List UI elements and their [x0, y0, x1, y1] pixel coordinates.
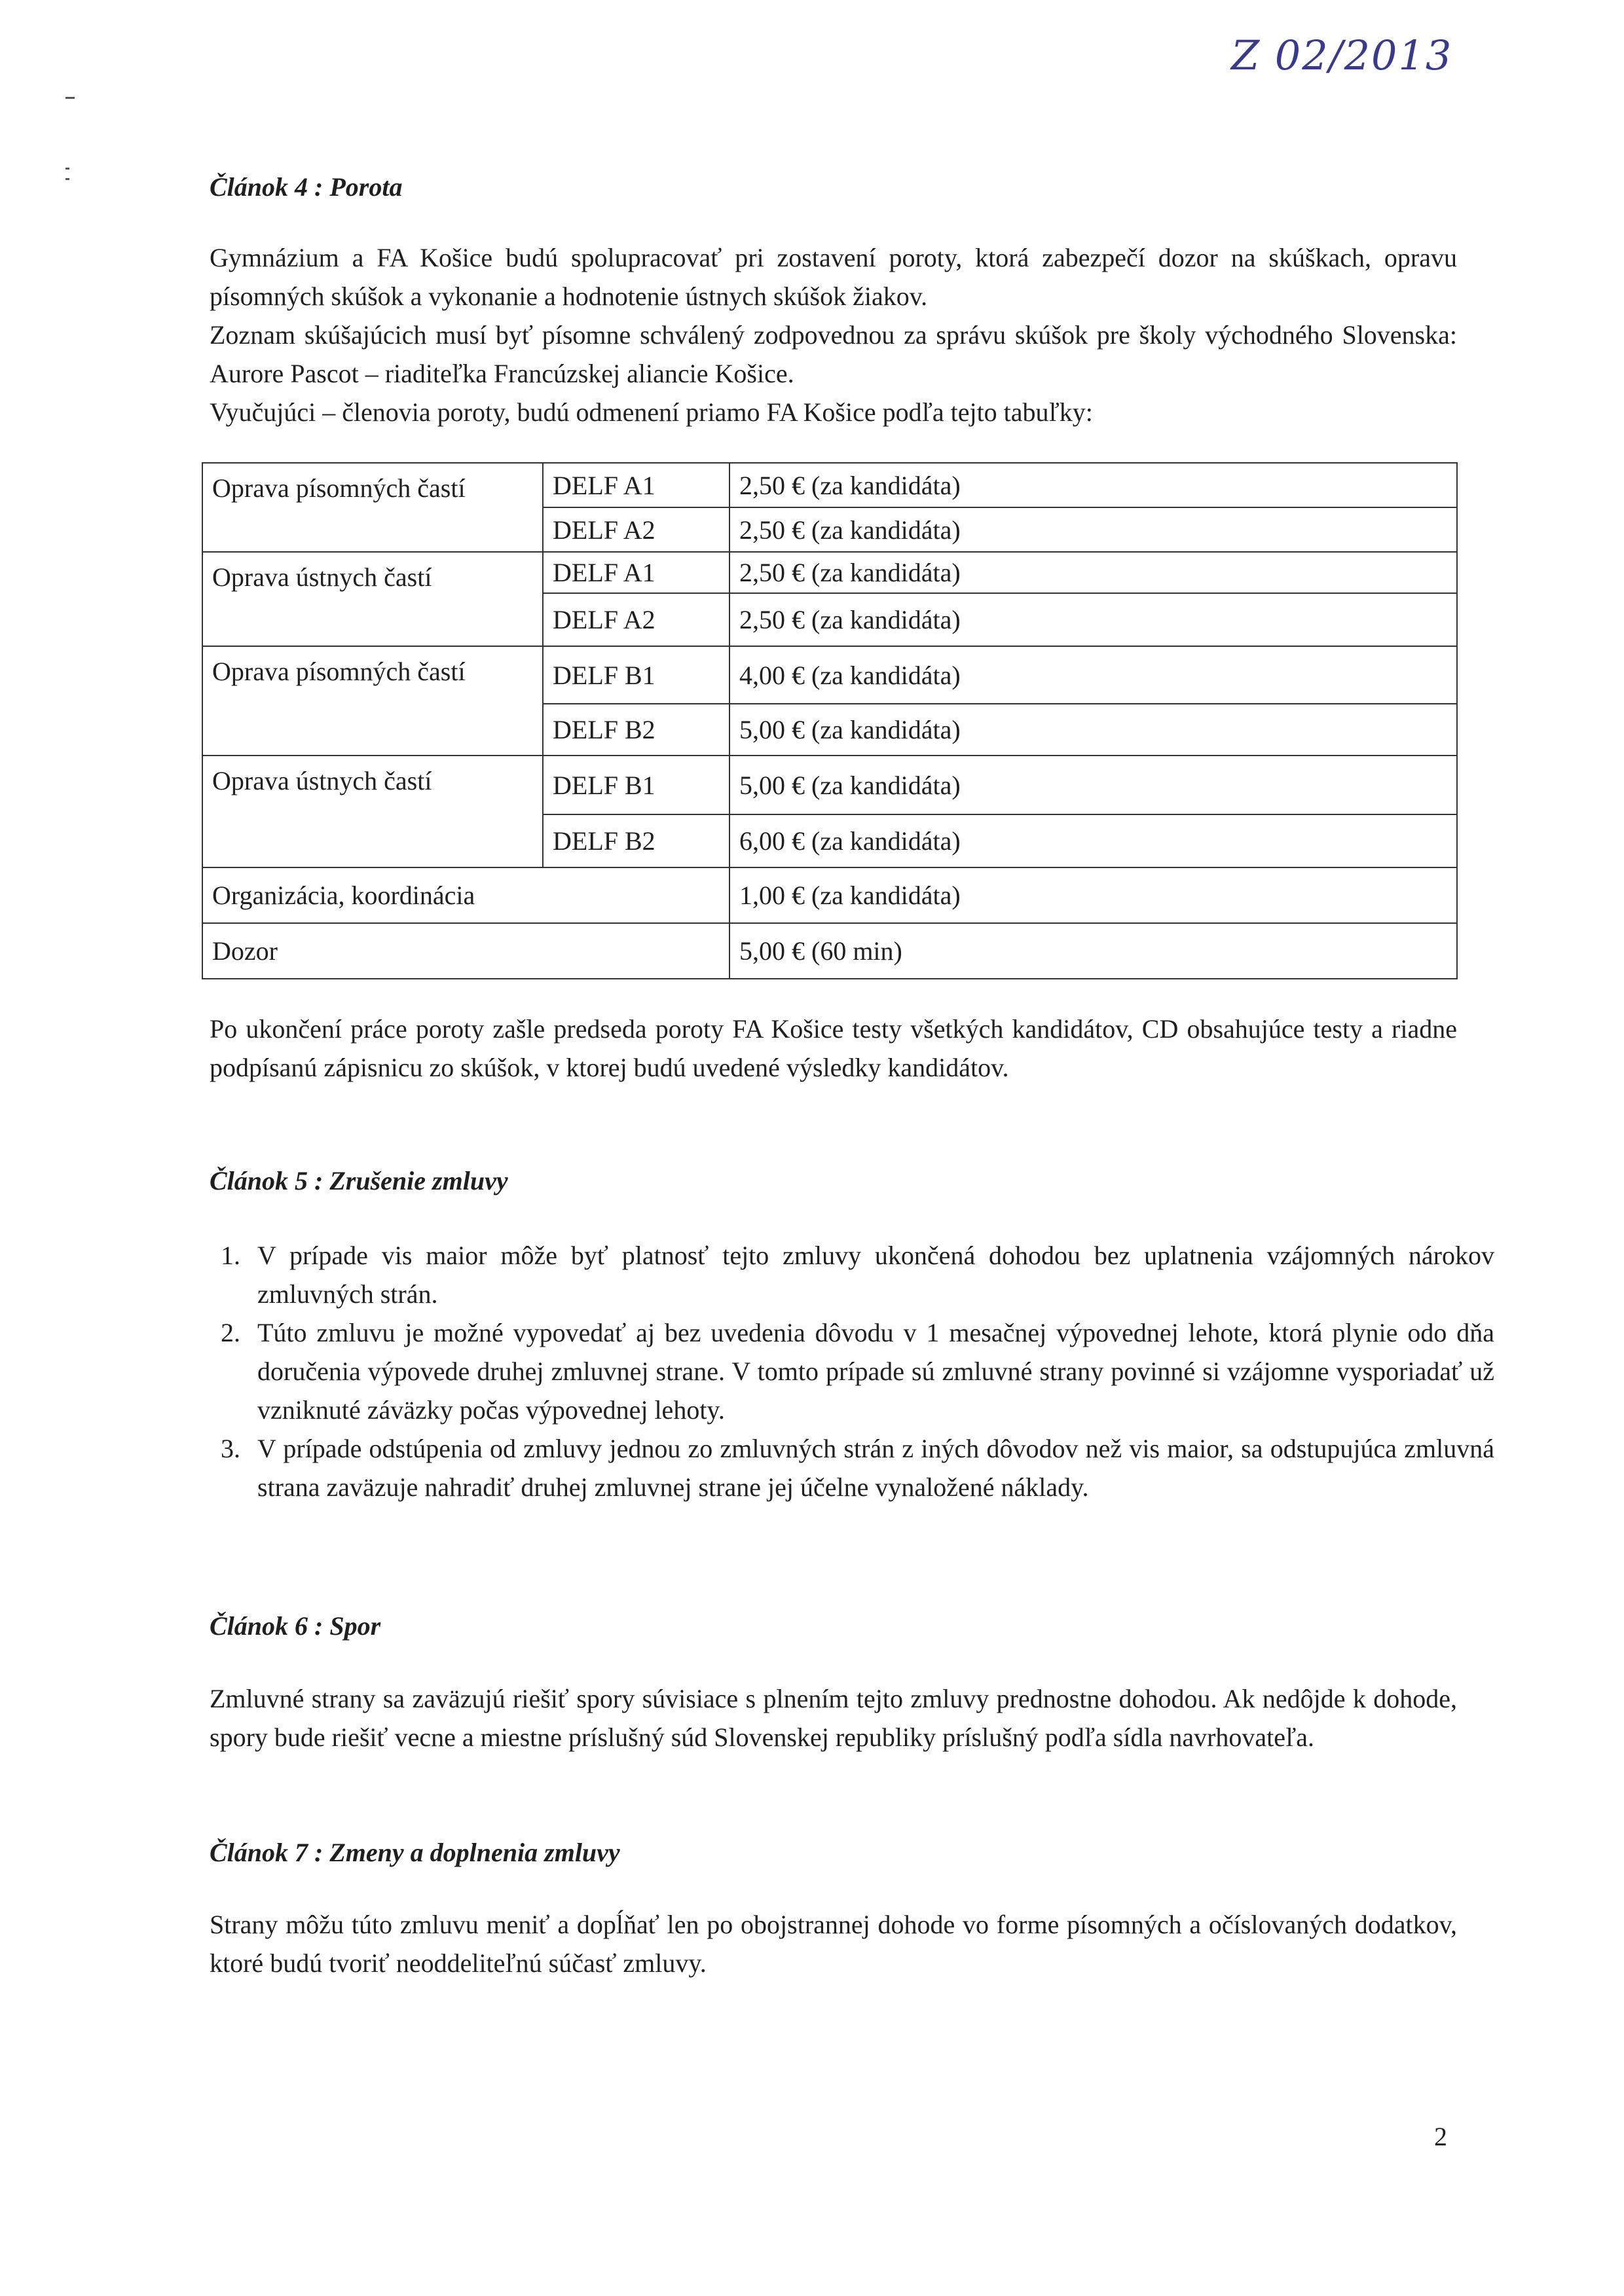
table-row: [202, 646, 1457, 704]
fee-level-cell: DELF A1: [543, 552, 729, 593]
fee-level-cell: DELF A2: [543, 507, 729, 552]
fee-level-cell: DELF A2: [543, 593, 729, 646]
fee-category-cell: Dozor: [202, 923, 729, 979]
fee-level-cell: DELF B1: [543, 646, 729, 704]
fee-category-cell: Oprava ústnych častí: [202, 552, 543, 646]
article4-paragraph-2: Zoznam skúšajúcich musí byť písomne schválený zodpovednou za správu skúšok pre školy východného Slovenska: Aurore Pascot – riaditeľka Francúzskej aliancie Košice.: [210, 320, 1457, 388]
margin-mark: [65, 178, 69, 180]
fee-category-cell: Oprava písomných častí: [202, 646, 543, 756]
fee-amount-cell: 2,50 € (za kandidáta): [729, 507, 1457, 552]
fee-category-cell: Oprava písomných častí: [202, 463, 543, 552]
fee-table: [202, 462, 1458, 979]
table-row: [202, 923, 1457, 979]
article5-list: [210, 1236, 1494, 1506]
article4-closing-paragraph: Po ukončení práce poroty zašle predseda poroty FA Košice testy všetkých kandidátov, CD obsahujúce testy a riadne podpísanú zápisnicu zo skúšok, v ktorej budú uvedené výsledky kandidátov.: [210, 1014, 1457, 1082]
margin-mark: [65, 168, 69, 170]
article4-paragraph-3: Vyučujúci – členovia poroty, budú odmenení priamo FA Košice podľa tejto tabuľky:: [210, 397, 1093, 427]
fee-level-cell: DELF B1: [543, 756, 729, 814]
fee-amount-cell: 2,50 € (za kandidáta): [729, 463, 1457, 507]
fee-amount-cell: 6,00 € (za kandidáta): [729, 814, 1457, 867]
fee-amount-cell: 4,00 € (za kandidáta): [729, 646, 1457, 704]
article6-heading: Článok 6 : Spor: [210, 1611, 381, 1641]
fee-amount-cell: 5,00 € (60 min): [729, 923, 1457, 979]
fee-amount-cell: 5,00 € (za kandidáta): [729, 704, 1457, 756]
fee-level-cell: DELF B2: [543, 704, 729, 756]
article7-paragraph: Strany môžu túto zmluvu meniť a dopĺňať len po obojstrannej dohode vo forme písomných a očíslovaných dodatkov, ktoré budú tvoriť neoddeliteľnú súčasť zmluvy.: [210, 1910, 1457, 1978]
article4-heading: Článok 4 : Porota: [210, 172, 403, 202]
fee-category-cell: Organizácia, koordinácia: [202, 867, 729, 923]
article7-heading: Článok 7 : Zmeny a doplnenia zmluvy: [210, 1838, 620, 1867]
handwritten-reference-note: Z 02/2013: [1231, 31, 1453, 79]
article5-heading: Článok 5 : Zrušenie zmluvy: [210, 1166, 508, 1195]
fee-category-cell: Oprava ústnych častí: [202, 756, 543, 867]
list-item: 3. V prípade odstúpenia od zmluvy jednou zo zmluvných strán z iných dôvodov než vis maior, sa odstupujúca zmluvná strana zaväzuje nahradiť druhej zmluvnej strane jej účelne vynaložené náklady.: [247, 1429, 1494, 1506]
fee-level-cell: DELF A1: [543, 463, 729, 507]
page-number: 2: [1434, 2122, 1447, 2151]
fee-amount-cell: 2,50 € (za kandidáta): [729, 593, 1457, 646]
article4-paragraph-1: Gymnázium a FA Košice budú spolupracovať pri zostavení poroty, ktorá zabezpečí dozor na skúškach, opravu písomných skúšok a vykonanie a hodnotenie ústnych skúšok žiakov.: [210, 243, 1457, 311]
table-row: [202, 867, 1457, 923]
table-row: [202, 463, 1457, 507]
fee-amount-cell: 5,00 € (za kandidáta): [729, 756, 1457, 814]
margin-mark: [65, 97, 75, 99]
list-item: 1. V prípade vis maior môže byť platnosť tejto zmluvy ukončená dohodou bez uplatnenia vzájomných nárokov zmluvných strán.: [247, 1236, 1494, 1313]
article6-paragraph: Zmluvné strany sa zaväzujú riešiť spory súvisiace s plnením tejto zmluvy prednostne dohodou. Ak nedôjde k dohode, spory bude riešiť vecne a miestne príslušný súd Slovenskej republiky príslušný podľa sídla navrhovateľa.: [210, 1684, 1457, 1752]
table-row: [202, 552, 1457, 593]
list-item: 2. Túto zmluvu je možné vypovedať aj bez uvedenia dôvodu v 1 mesačnej výpovednej lehote, ktorá plynie odo dňa doručenia výpovede druhej zmluvnej strane. V tomto prípade sú zmluvné strany povinné si vzájomne vysporiadať už vzniknuté záväzky počas výpovednej lehoty.: [247, 1313, 1494, 1429]
fee-amount-cell: 1,00 € (za kandidáta): [729, 867, 1457, 923]
table-row: [202, 756, 1457, 814]
fee-level-cell: DELF B2: [543, 814, 729, 867]
fee-amount-cell: 2,50 € (za kandidáta): [729, 552, 1457, 593]
